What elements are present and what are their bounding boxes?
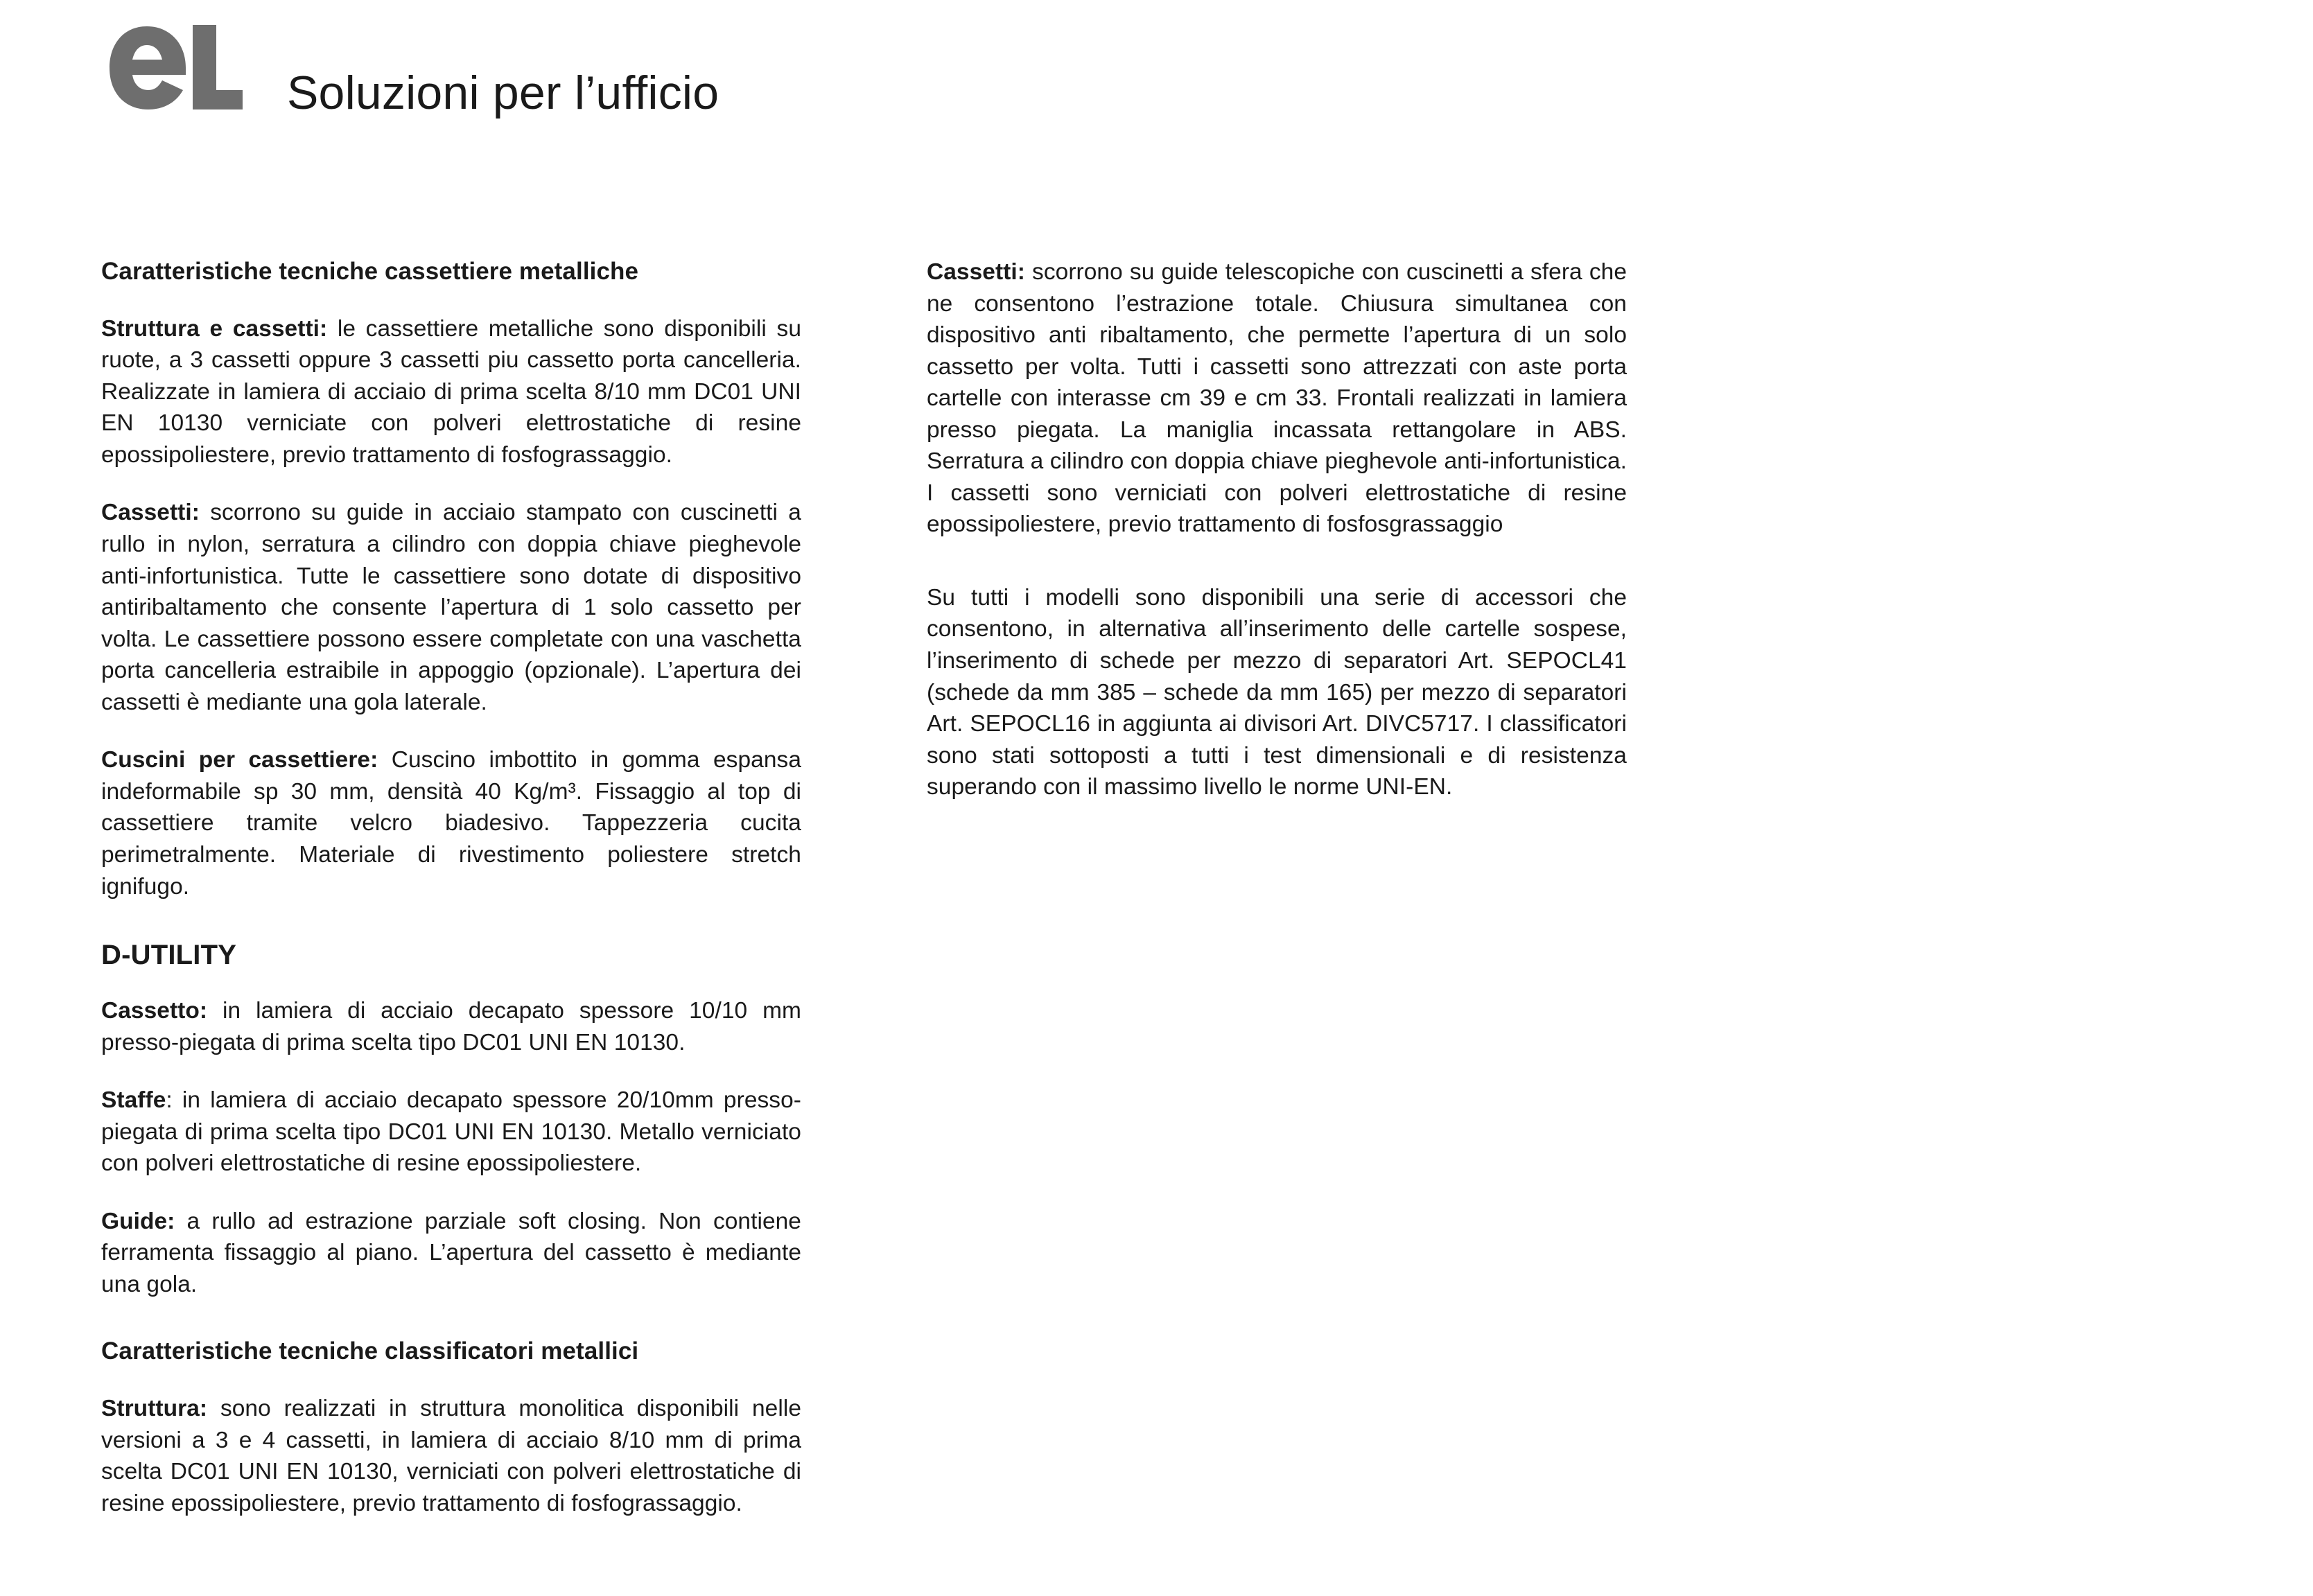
paragraph-lead: Cassetti:: [101, 500, 200, 526]
paragraph-spacer: [927, 567, 1627, 582]
paragraph-staffe: [101, 1085, 801, 1180]
paragraph-lead: Struttura:: [101, 1396, 208, 1422]
paragraph-text: in lamiera di acciaio decapato spessore 10/10 mm presso-piegata di prima scelta tipo DC01 UNI EN 10130.: [101, 998, 801, 1055]
paragraph-lead: Guide:: [101, 1208, 175, 1234]
subsection-title-d-utility: D-UTILITY: [101, 940, 237, 971]
paragraph-cuscini-per-cassettiere: [101, 744, 801, 902]
section-title-classificatori: Caratteristiche tecniche classificatori metallici: [101, 1338, 639, 1365]
paragraph-struttura-e-cassetti: [101, 313, 801, 471]
paragraph-text: scorrono su guide telescopiche con cuscinetti a sfera che ne consentono l’estrazione totale. Chiusura simultanea con dispositivo anti ribaltamento, che permette l’apertura di un solo cassetto per volta. Tutti i cassetti sono attrezzati con aste porta cartelle con interasse cm 39 e cm 33. Frontali realizzati in lamiera presso piegata. La maniglia incassata rettangolare in ABS. Serratura a cilindro con doppia chiave pieghevole anti-infortunistica. I cassetti sono verniciati con polveri elettrostatiche di resine epossipoliestere, previo trattamento di fosfosgrassaggio: [927, 259, 1627, 538]
paragraph-guide: [101, 1206, 801, 1301]
company-tagline: Soluzioni per l’ufficio: [287, 67, 719, 119]
paragraph-cassetti-left: [101, 497, 801, 718]
paragraph-struttura-classificatori: [101, 1393, 801, 1519]
company-logo-icon: [104, 21, 277, 132]
paragraph-lead: Cassetto:: [101, 998, 208, 1024]
paragraph-text: le cassettiere metalliche sono disponibili su ruote, a 3 cassetti oppure 3 cassetti piu cassetto porta cancelleria. Realizzate in lamiera di acciaio di prima scelta 8/10 mm DC01 UNI EN 10130 verniciate con polveri elettrostatiche di resine epossipoliestere, previo trattamento di fosfograssaggio.: [101, 315, 801, 468]
paragraph-text: Cuscino imbottito in gomma espansa indeformabile sp 30 mm, densità 40 Kg/m³. Fissaggio al top di cassettiere tramite velcro biadesivo. Tappezzeria cucita perimetralmente. Materiale di rivestimento poliestere stretch ignifugo.: [101, 747, 802, 900]
paragraph-lead: Struttura e cassetti:: [101, 315, 328, 342]
paragraph-text: sono realizzati in struttura monolitica disponibili nelle versioni a 3 e 4 cassetti, in lamiera di acciaio 8/10 mm di prima scelta DC01 UNI EN 10130, verniciati con polveri elettrostatiche di resine epossipoliestere, previo trattamento di fosfograssaggio.: [101, 1396, 801, 1516]
paragraph-lead: Staffe: [101, 1087, 166, 1114]
paragraph-text: a rullo ad estrazione parziale soft closing. Non contiene ferramenta fissaggio al piano. L’apertura del cassetto è mediante una gola.: [101, 1208, 801, 1297]
paragraph-lead: Cuscini per cassettiere:: [101, 747, 378, 773]
paragraph-text: : in lamiera di acciaio decapato spessore 20/10mm presso-piegata di prima scelta tipo DC01 UNI EN 10130. Metallo verniciato con polveri elettrostatiche di resine epossipoliestere.: [101, 1087, 801, 1177]
right-column: [927, 256, 1627, 803]
document-header: [104, 21, 719, 132]
paragraph-lead: Cassetti:: [927, 259, 1025, 285]
paragraph-cassetto: [101, 995, 801, 1058]
paragraph-text: scorrono su guide in acciaio stampato con cuscinetti a rullo in nylon, serratura a cilindro con doppia chiave pieghevole anti-infortunistica. Tutte le cassettiere sono dotate di dispositivo antiribaltamento che consente l’apertura di 1 solo cassetto per volta. Le cassettiere possono essere completate con una vaschetta porta cancelleria estraibile in appoggio (opzionale). L’apertura dei cassetti è mediante una gola laterale.: [101, 500, 801, 715]
paragraph-accessori: [927, 582, 1627, 803]
paragraph-text: Su tutti i modelli sono disponibili una serie di accessori che consentono, in alternativa all’inserimento delle cartelle sospese, l’inserimento di schede per mezzo di separatori Art. SEPOCL41 (schede da mm 385 – schede da mm 165) per mezzo di separatori Art. SEPOCL16 in aggiunta ai divisori Art. DIVC5717. I classificatori sono stati sottoposti a tutti i test dimensionali e di resistenza superando con il massimo livello le norme UNI-EN.: [927, 584, 1627, 800]
left-column: [101, 256, 801, 1519]
section-title-cassettiere: Caratteristiche tecniche cassettiere metalliche: [101, 258, 639, 285]
paragraph-cassetti-right: [927, 256, 1627, 541]
